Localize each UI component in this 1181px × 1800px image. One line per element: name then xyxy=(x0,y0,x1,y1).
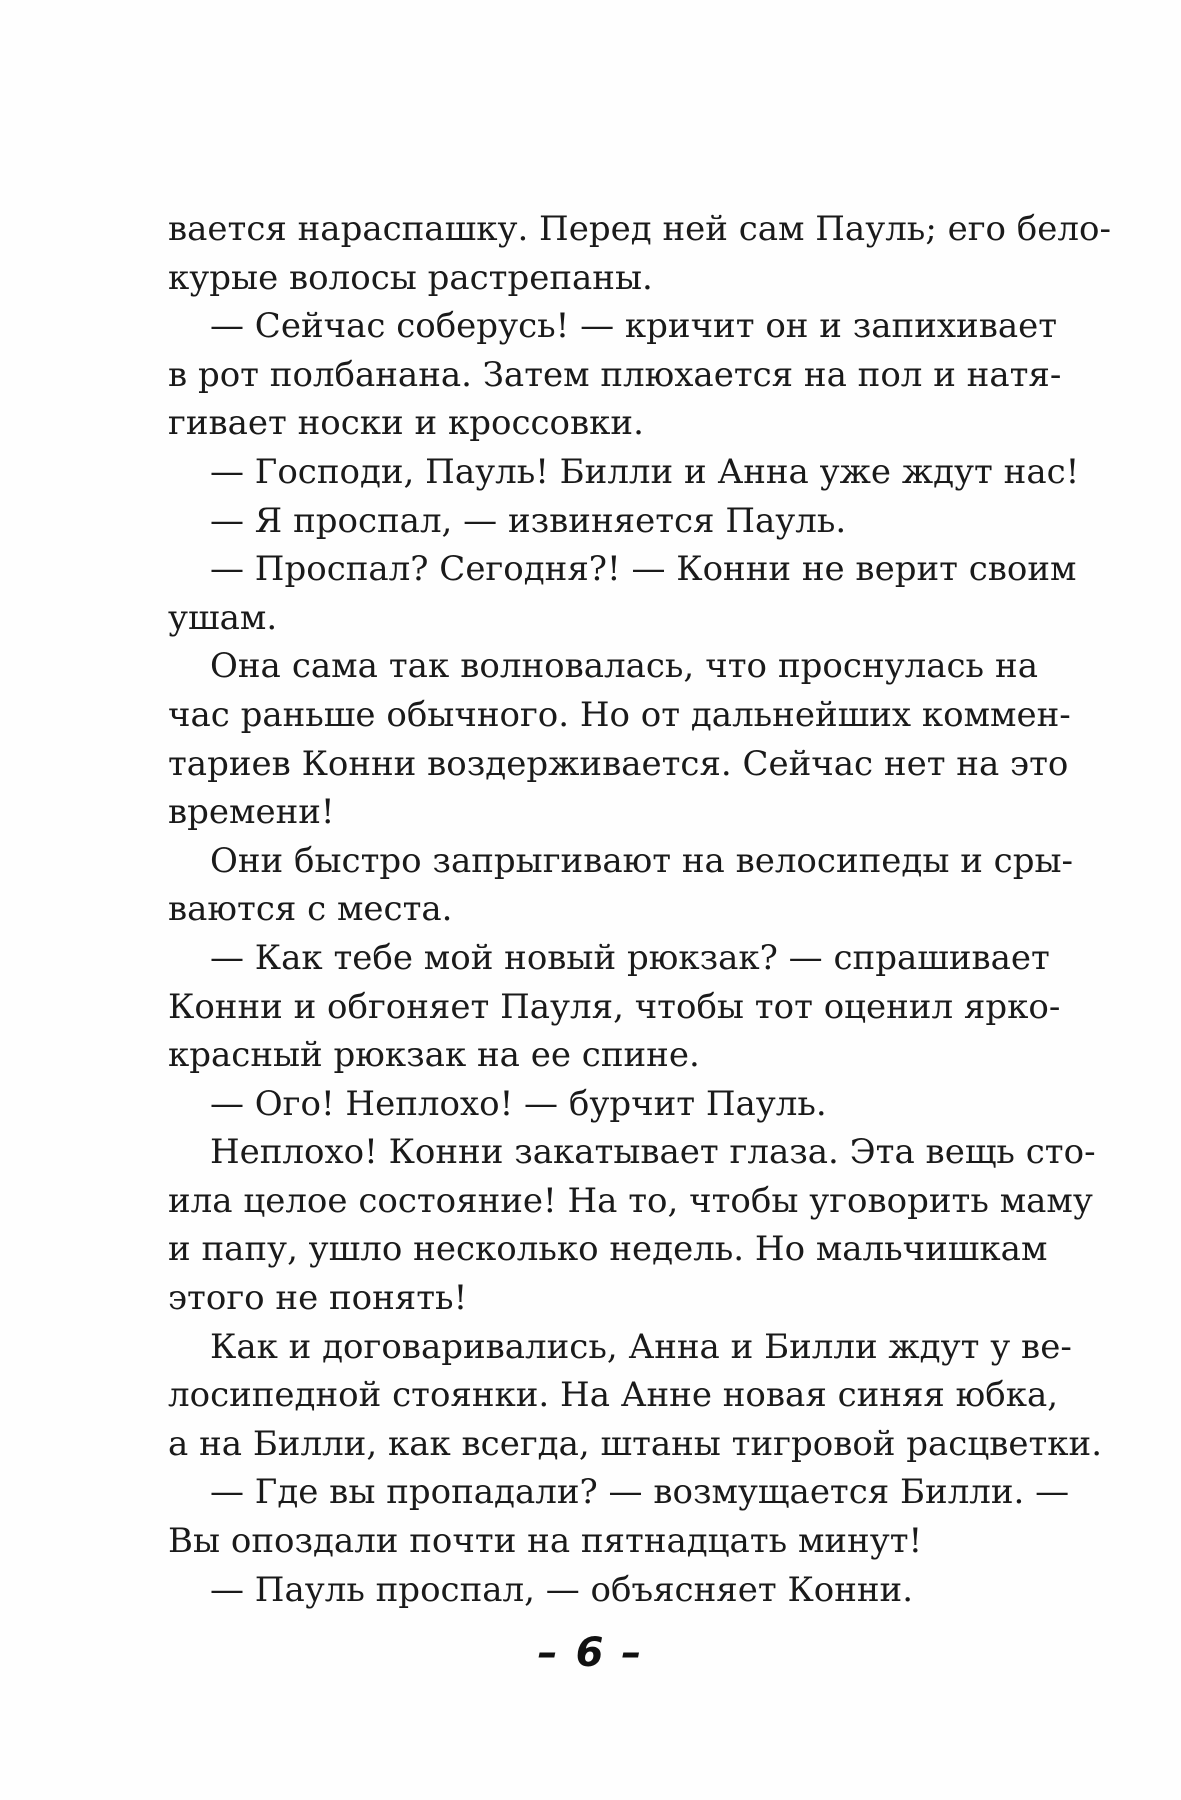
text-line: а на Билли, как всегда, штаны тигровой расцветки. xyxy=(168,1423,1103,1464)
text-line: курые волосы растрепаны. xyxy=(168,257,653,298)
text-line: — Сейчас соберусь! — кричит он и запихивает xyxy=(210,306,1058,347)
text-line: ваются с места. xyxy=(168,889,453,930)
text-line: — Господи, Пауль! Билли и Анна уже ждут нас! xyxy=(210,451,1080,492)
text-line: Неплохо! Конни закатывает глаза. Эта вещь сто- xyxy=(210,1132,1096,1173)
text-line: тариев Конни воздерживается. Сейчас нет на это xyxy=(168,743,1069,784)
text-line: Конни и обгоняет Пауля, чтобы тот оценил ярко- xyxy=(168,986,1061,1027)
text-line: — Я проспал, — извиняется Пауль. xyxy=(210,500,847,541)
body-text xyxy=(168,205,1111,1614)
text-line: — Где вы пропадали? — возмущается Билли. — xyxy=(210,1472,1070,1513)
text-line: времени! xyxy=(168,792,335,833)
text-line: — Проспал? Сегодня?! — Конни не верит своим xyxy=(210,549,1077,590)
text-line: и папу, ушло несколько недель. Но мальчишкам xyxy=(168,1229,1048,1270)
text-line: — Как тебе мой новый рюкзак? — спрашивает xyxy=(210,937,1050,978)
text-line: гивает носки и кроссовки. xyxy=(168,403,644,444)
text-line: Как и договаривались, Анна и Билли ждут у ве- xyxy=(210,1326,1072,1367)
page-number: – 6 – xyxy=(537,1630,644,1676)
text-line: Она сама так волновалась, что проснулась на xyxy=(210,646,1038,687)
text-line: Вы опоздали почти на пятнадцать минут! xyxy=(168,1521,923,1562)
text-line: красный рюкзак на ее спине. xyxy=(168,1035,700,1076)
text-line: ушам. xyxy=(168,597,278,638)
text-line: час раньше обычного. Но от дальнейших коммен- xyxy=(168,694,1071,735)
text-line: этого не понять! xyxy=(168,1278,468,1319)
text-line: вается нараспашку. Перед ней сам Пауль; его бело- xyxy=(168,209,1111,249)
text-line: лосипедной стоянки. На Анне новая синяя юбка, xyxy=(168,1375,1059,1416)
text-line: Они быстро запрыгивают на велосипеды и сры- xyxy=(210,840,1074,881)
text-line: ила целое состояние! На то, чтобы уговорить маму xyxy=(168,1180,1093,1221)
text-line: — Ого! Неплохо! — бурчит Пауль. xyxy=(210,1083,827,1124)
text-line: — Пауль проспал, — объясняет Конни. xyxy=(210,1569,914,1610)
text-line: в рот полбанана. Затем плюхается на пол и натя- xyxy=(168,354,1062,395)
